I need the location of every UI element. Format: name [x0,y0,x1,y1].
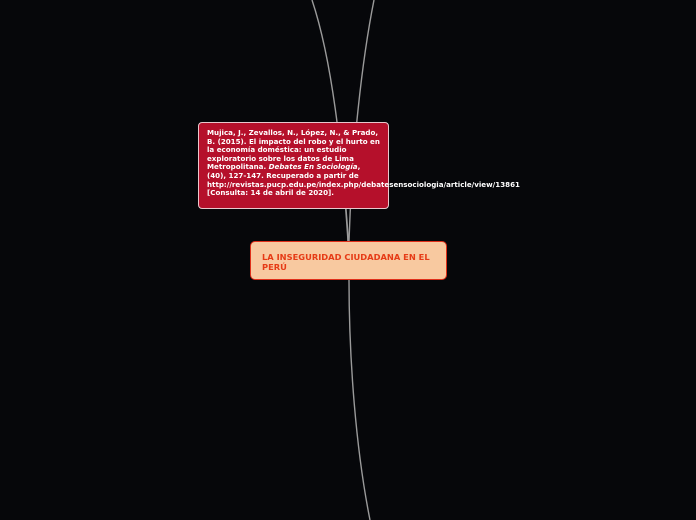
central-topic-node[interactable] [250,241,447,280]
reference-text-main: Mujica, J., Zevallos, N., López, N., & Prado, B. (2015). El impacto del robo y el hurto en la economía doméstica: un estudio exploratorio sobre los datos de Lima Metropolitana. [207,128,380,172]
reference-node[interactable] [198,122,520,209]
connector-lower [349,280,370,520]
reference-journal-title: Debates En Sociología [268,162,358,172]
central-topic-label: LA INSEGURIDAD CIUDADANA EN EL PERÚ [262,252,430,272]
reference-text-end: , (40), 127-147. Recuperado a partir de http://revistas.pucp.edu.pe/index.php/debatesensociologia/article/view/13861 [Consulta: 14 de abril de 2020]. [207,162,520,198]
